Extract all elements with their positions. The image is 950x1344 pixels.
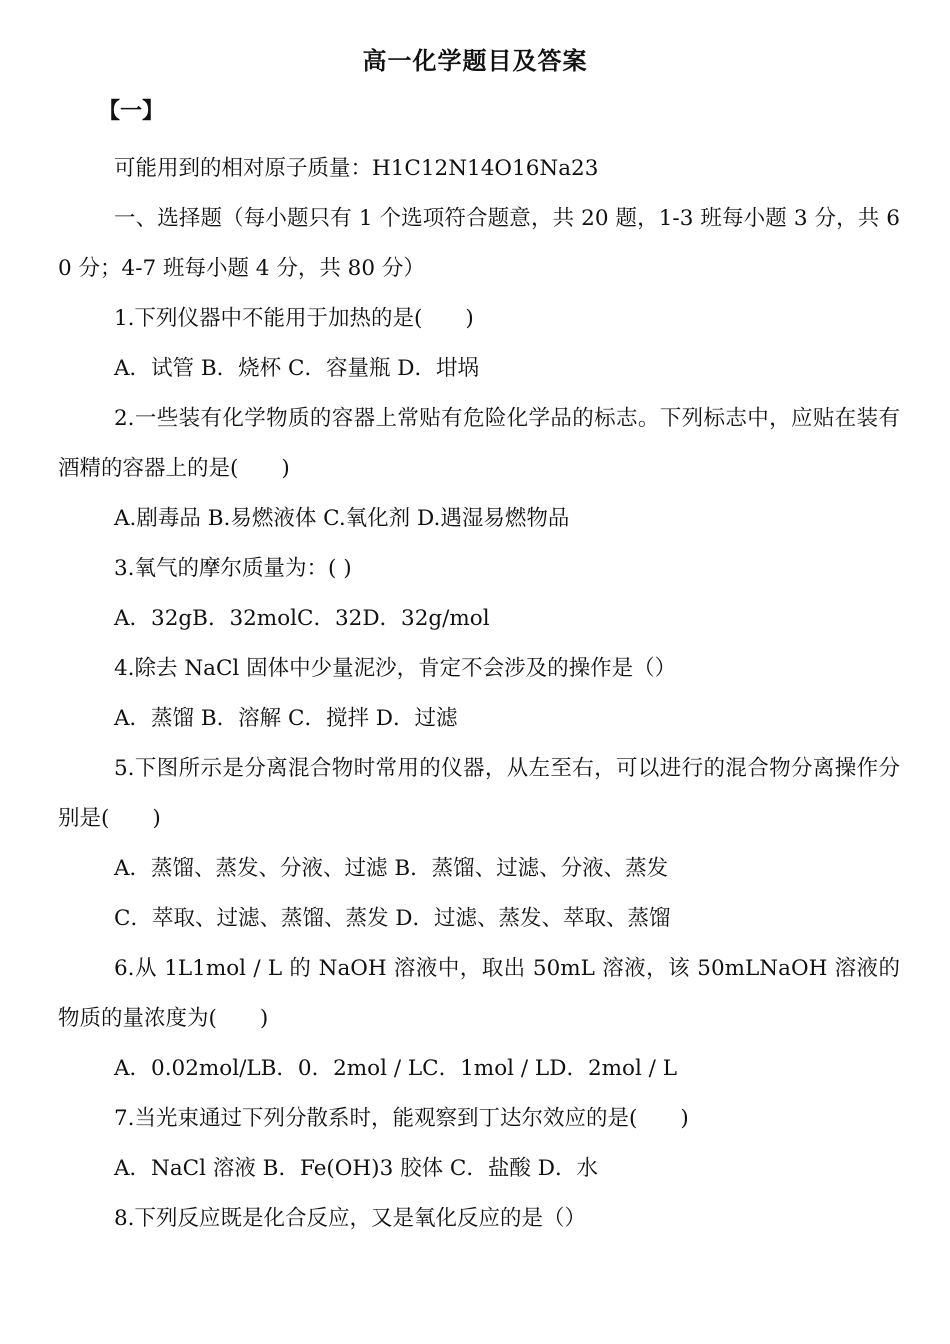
question-3-options: A．32gB．32molC．32D．32g/mol xyxy=(114,606,490,631)
question-2-options: A.剧毒品 B.易燃液体 C.氧化剂 D.遇湿易燃物品 xyxy=(114,506,570,531)
question-4: 4.除去 NaCl 固体中少量泥沙，肯定不会涉及的操作是（） xyxy=(114,656,677,681)
question-3: 3.氧气的摩尔质量为：( ) xyxy=(114,556,352,581)
question-7-options: A．NaCl 溶液 B．Fe(OH)3 胶体 C．盐酸 D．水 xyxy=(114,1156,598,1181)
atomic-mass-note: 可能用到的相对原子质量：H1C12N14O16Na23 xyxy=(114,156,599,181)
section-heading: 【一】 xyxy=(98,98,165,124)
question-5: 5.下图所示是分离混合物时常用的仪器，从左至右，可以进行的混合物分离操作分别是( ) xyxy=(58,756,900,831)
question-2: 2.一些装有化学物质的容器上常贴有危险化学品的标志。下列标志中，应贴在装有酒精的容器上的是( ) xyxy=(58,406,900,481)
question-7: 7.当光束通过下列分散系时，能观察到丁达尔效应的是( ) xyxy=(114,1106,689,1131)
question-1: 1.下列仪器中不能用于加热的是( ) xyxy=(114,306,474,331)
question-6: 6.从 1L1mol / L 的 NaOH 溶液中，取出 50mL 溶液，该 50mLNaOH 溶液的物质的量浓度为( ) xyxy=(58,956,900,1031)
question-1-options: A．试管 B．烧杯 C．容量瓶 D．坩埚 xyxy=(114,356,480,381)
section-instructions: 一、选择题（每小题只有 1 个选项符合题意，共 20 题，1-3 班每小题 3 分，共 60 分；4-7 班每小题 4 分，共 80 分） xyxy=(58,206,900,281)
question-5-options-ab: A．蒸馏、蒸发、分液、过滤 B．蒸馏、过滤、分液、蒸发 xyxy=(114,856,669,881)
question-6-options: A．0.02mol/LB．0．2mol / LC．1mol / LD．2mol / L xyxy=(114,1056,678,1081)
question-4-options: A．蒸馏 B．溶解 C．搅拌 D．过滤 xyxy=(114,706,458,731)
document-title: 高一化学题目及答案 xyxy=(362,46,588,75)
question-5-options-cd: C．萃取、过滤、蒸馏、蒸发 D．过滤、蒸发、萃取、蒸馏 xyxy=(114,906,671,931)
document-body xyxy=(58,144,900,1244)
question-8: 8.下列反应既是化合反应，又是氧化反应的是（） xyxy=(114,1206,587,1231)
